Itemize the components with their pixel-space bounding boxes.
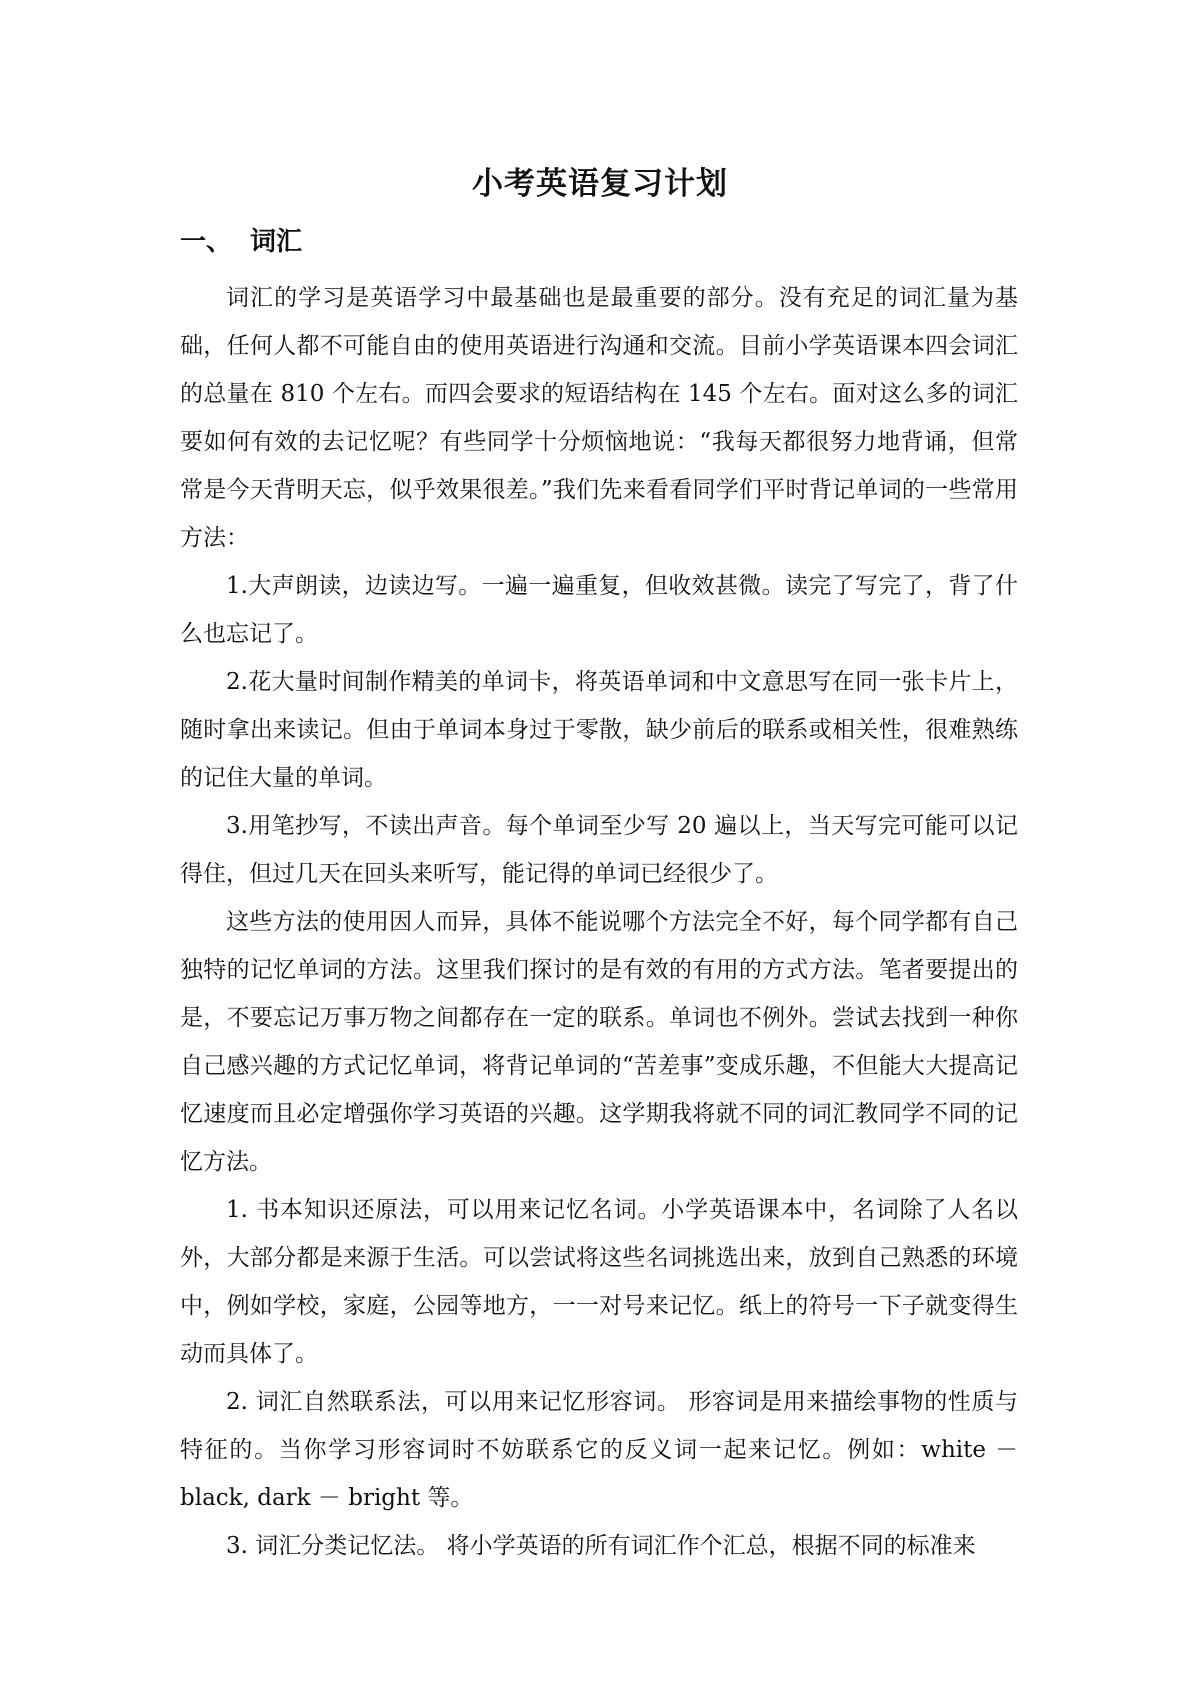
paragraph-technique-1: 1. 书本知识还原法，可以用来记忆名词。小学英语课本中，名词除了人名以外，大部分都是来源于生活。可以尝试将这些名词挑选出来，放到自己熟悉的环境中，例如学校，家庭，公园等地方，一一对号来记忆。纸上的符号一下子就变得生动而具体了。 — [180, 1197, 1018, 1367]
document-title: 小考英语复习计划 — [472, 166, 728, 202]
paragraph-method-1: 1.大声朗读，边读边写。一遍一遍重复，但收效甚微。读完了写完了，背了什么也忘记了。 — [180, 573, 1018, 647]
section-number: 一、 — [180, 227, 233, 257]
paragraph-method-3: 3.用笔抄写，不读出声音。每个单词至少写 20 遍以上，当天写完可能可以记得住，但过几天在回头来听写，能记得的单词已经很少了。 — [180, 813, 1018, 887]
document-body — [180, 274, 1018, 1570]
paragraph-technique-3: 3. 词汇分类记忆法。 将小学英语的所有词汇作个汇总，根据不同的标准来 — [226, 1533, 976, 1559]
section-heading — [180, 224, 302, 260]
paragraph-technique-2: 2. 词汇自然联系法，可以用来记忆形容词。 形容词是用来描绘事物的性质与特征的。当你学习形容词时不妨联系它的反义词一起来记忆。例如：white － black, dark － bright 等。 — [180, 1389, 1018, 1511]
paragraph-intro: 词汇的学习是英语学习中最基础也是最重要的部分。没有充足的词汇量为基础，任何人都不可能自由的使用英语进行沟通和交流。目前小学英语课本四会词汇的总量在 810 个左右。而四会要求的短语结构在 145 个左右。面对这么多的词汇要如何有效的去记忆呢？有些同学十分烦恼地说：“我每天都很努力地背诵，但常常是今天背明天忘，似乎效果很差。”我们先来看看同学们平时背记单词的一些常用方法： — [180, 285, 1018, 551]
paragraph-method-2: 2.花大量时间制作精美的单词卡，将英语单词和中文意思写在同一张卡片上，随时拿出来读记。但由于单词本身过于零散，缺少前后的联系或相关性，很难熟练的记住大量的单词。 — [180, 669, 1018, 791]
section-title: 词汇 — [250, 227, 303, 257]
paragraph-discussion: 这些方法的使用因人而异，具体不能说哪个方法完全不好，每个同学都有自己独特的记忆单词的方法。这里我们探讨的是有效的有用的方式方法。笔者要提出的是，不要忘记万事万物之间都存在一定的联系。单词也不例外。尝试去找到一种你自己感兴趣的方式记忆单词，将背记单词的“苦差事”变成乐趣，不但能大大提高记忆速度而且必定增强你学习英语的兴趣。这学期我将就不同的词汇教同学不同的记忆方法。 — [180, 909, 1018, 1175]
